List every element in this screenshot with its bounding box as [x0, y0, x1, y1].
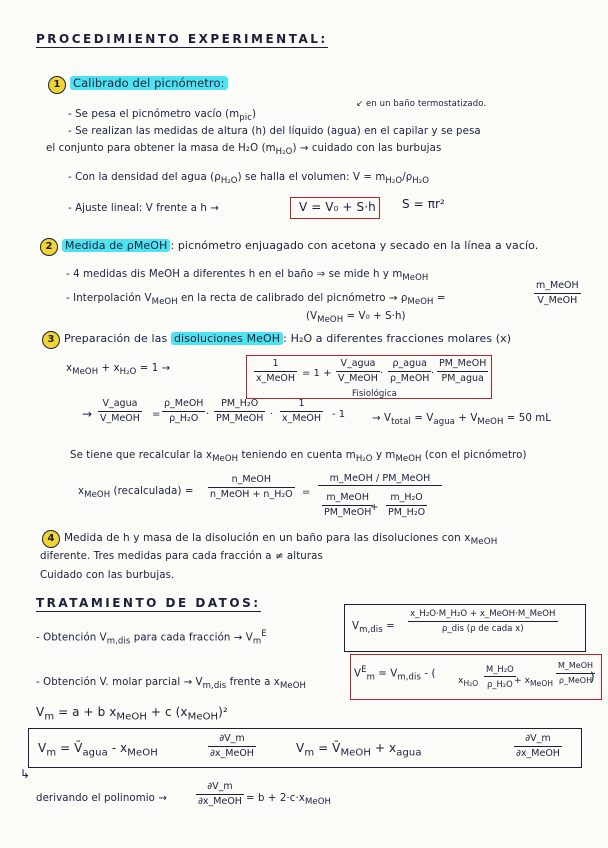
calibration-equation: V = V₀ + S·h	[299, 200, 376, 214]
section-number-badge: 1	[48, 76, 66, 94]
frac-deriv	[196, 781, 244, 808]
annotation: Fisiológica	[352, 389, 397, 399]
t: para cada fracción → V	[130, 632, 253, 644]
arrow: →	[82, 407, 93, 421]
s1-line-4	[68, 171, 429, 188]
s2-line-4	[306, 310, 406, 327]
t: + c (x	[147, 705, 188, 719]
frac-den: ρ_H₂O	[169, 413, 199, 424]
frac-pm	[214, 398, 265, 425]
frac-vol-ratio	[336, 358, 380, 385]
vm-meoh-eq	[296, 742, 422, 759]
dot: ·	[380, 368, 384, 379]
t: = V̄	[56, 741, 83, 755]
t: - (	[421, 668, 436, 680]
frac-den: PM_agua	[441, 373, 484, 384]
deriv-result	[246, 792, 331, 809]
t: MeOH	[304, 797, 331, 808]
t: MeOH	[477, 417, 504, 428]
t: E	[361, 665, 367, 675]
t: MeOH	[151, 297, 178, 308]
total-volume: → $V_{total} = V_{agua} + V_{MeOH} = 50$ mL	[372, 413, 552, 428]
calibration-box	[290, 197, 380, 219]
t: m,dis	[397, 672, 422, 683]
t: V	[352, 621, 360, 632]
t: = V̄	[314, 741, 341, 755]
t: y m	[372, 450, 396, 461]
t: = b + 2·c·x	[246, 793, 305, 804]
t: + x	[98, 363, 120, 374]
t: =	[382, 621, 395, 632]
t: = 50 mL	[503, 413, 552, 424]
t: agua	[433, 417, 455, 428]
vm-excess-label	[354, 664, 436, 684]
t: - Se pesa el picnómetro vacío (m	[68, 109, 240, 120]
frac-m-meoh	[322, 492, 373, 519]
frac-num: m_MeOH	[534, 280, 581, 294]
t: m	[44, 711, 55, 723]
t: m,dis	[106, 636, 131, 647]
t: /ρ	[402, 172, 413, 183]
t: + x	[514, 676, 531, 686]
dot: ·	[206, 409, 210, 420]
t: E	[261, 629, 267, 639]
frac-den: ∂x_MeOH	[198, 796, 242, 807]
bath-note: ↙ en un baño termostatizado.	[356, 99, 487, 109]
frac-den: ρ_dis (ρ de cada x)	[441, 624, 524, 634]
t: m	[304, 747, 315, 759]
s1-line-3	[46, 142, 441, 159]
s1-line-5: - Ajuste lineal: V frente a h →	[68, 203, 219, 214]
t: - 4 medidas dis MeOH a diferentes h en el baño ⇒ se mide h y m	[66, 269, 403, 280]
frac-m-h2o	[386, 492, 427, 519]
t: ) → cuidado con las burbujas	[292, 143, 442, 154]
section-number-badge: 2	[40, 238, 58, 256]
t: Se tiene que recalcular la x	[70, 450, 213, 461]
t: MeOH	[116, 711, 147, 723]
t: x	[78, 486, 85, 497]
frac-den: PM_MeOH	[216, 413, 264, 424]
section-title-highlight: disoluciones MeOH	[171, 332, 283, 345]
frac-n	[208, 474, 295, 501]
frac-dvm-dx-1	[208, 733, 256, 760]
t: en la recta de calibrado del picnómetro → ρ	[177, 293, 408, 304]
t: )²	[218, 705, 228, 719]
polynomial	[36, 706, 228, 723]
frac-num: 1	[254, 358, 297, 372]
t: el conjunto para obtener la masa de H₂O (m	[46, 143, 276, 154]
s2-line-2	[66, 268, 428, 285]
t: : H₂O a diferentes fracciones molares (x)	[283, 332, 512, 345]
t: agua	[396, 747, 422, 759]
t: MeOH	[187, 711, 219, 723]
t: ) se halla el volumen: V = m	[237, 172, 386, 183]
t: - Interpolación V	[66, 293, 152, 304]
s1-line-1	[68, 108, 256, 125]
t: m	[252, 636, 262, 647]
frac-num: V_agua	[336, 358, 380, 372]
frac-den: n_MeOH + n_H₂O	[210, 489, 293, 500]
frac-num: M_H₂O	[484, 663, 516, 677]
section-number-badge: 4	[42, 530, 60, 548]
t: MeOH	[127, 747, 158, 759]
t: V	[383, 413, 392, 424]
t: MeOH	[84, 490, 111, 501]
t: total	[391, 417, 411, 428]
section-number-badge: 3	[42, 331, 60, 349]
frac-den: PM_H₂O	[388, 507, 426, 518]
frac-inv-x-2	[280, 398, 323, 425]
t: = V	[374, 668, 398, 680]
t: m,dis	[202, 681, 227, 692]
dot: ·	[431, 368, 435, 379]
close-paren: )	[590, 670, 595, 684]
frac-num: ∂V_m	[196, 781, 244, 795]
frac-dvm-dx-2	[514, 733, 562, 760]
t: - Obtención V. molar parcial → V	[36, 677, 203, 688]
t: H₂O	[119, 367, 137, 378]
t: (V	[306, 311, 318, 322]
t: H₂O	[385, 176, 403, 187]
section-area-formula: S = πr²	[402, 197, 445, 211]
plus-x-meoh	[514, 675, 553, 690]
frac-m-rho-h2o	[484, 663, 516, 690]
t: V	[38, 741, 47, 755]
frac-num: n_MeOH	[208, 474, 295, 488]
deriv-label: derivando el polinomio →	[36, 793, 167, 804]
t: - Obtención V	[36, 632, 107, 644]
t: + V	[455, 413, 478, 424]
frac-den: ρ_MeOH	[390, 373, 430, 384]
t: - x	[107, 741, 128, 755]
recalc-line	[70, 449, 527, 466]
vm-agua-eq	[38, 742, 158, 759]
t: teniendo en cuenta m	[238, 450, 356, 461]
t: = a + b x	[54, 705, 117, 719]
frac-pm-ratio	[437, 358, 488, 385]
t: + x	[371, 741, 397, 755]
frac-v-agua	[98, 398, 142, 425]
t: MeOH	[212, 454, 239, 465]
s2-line-3	[66, 292, 446, 309]
curved-arrow-icon: ↳	[20, 767, 31, 781]
frac-den: V_MeOH	[338, 373, 378, 384]
frac-num: m_H₂O	[386, 492, 427, 506]
frac-den: x_MeOH	[282, 413, 322, 424]
t: H₂O	[220, 176, 238, 187]
frac-num: 1	[280, 398, 323, 412]
t: m	[366, 672, 375, 683]
minus-one: - 1	[332, 409, 346, 420]
x-h2o	[458, 675, 478, 690]
t: (con el picnómetro)	[421, 450, 527, 461]
trat-line-1	[36, 628, 267, 648]
bath-note-text: en un baño termostatizado.	[366, 99, 487, 109]
frac-mass-num: m_MeOH / PM_MeOH	[318, 472, 442, 486]
frac-num: ∂V_m	[514, 733, 562, 747]
frac-den: ρ_MeOH	[558, 676, 593, 685]
frac-density-ratio	[388, 358, 431, 385]
t: MeOH	[317, 315, 344, 326]
frac-num: PM_MeOH	[437, 358, 488, 372]
frac-den: ∂x_MeOH	[210, 748, 254, 759]
section-4-line-3: Cuidado con las burbujas.	[40, 570, 175, 581]
t: MeOH	[72, 367, 99, 378]
t: pic	[239, 113, 252, 124]
t: H₂O	[275, 147, 293, 158]
t: = 1 →	[136, 363, 171, 374]
t: = V₀ + S·h)	[343, 311, 406, 322]
t: MeOH	[530, 678, 554, 688]
t: MeOH	[470, 537, 498, 548]
t: - Con la densidad del agua (ρ	[68, 172, 221, 183]
plus: +	[370, 502, 379, 513]
eq-sign: =	[302, 487, 311, 498]
t: x	[458, 676, 464, 686]
frac-num: V_agua	[98, 398, 142, 412]
eq-sign: = 1 +	[302, 368, 332, 379]
frac-den: V_MeOH	[537, 295, 578, 306]
mole-fraction-sum	[66, 362, 170, 379]
t: m	[46, 747, 57, 759]
t: m,dis	[359, 625, 383, 636]
frac-num: PM_H₂O	[214, 398, 265, 412]
t: (recalculada) =	[110, 486, 194, 497]
t: H₂O	[463, 678, 479, 688]
heading-procedimiento: PROCEDIMIENTO EXPERIMENTAL:	[36, 32, 328, 46]
t: H₂O	[412, 176, 430, 187]
frac-rho	[162, 398, 205, 425]
vm-dis-label	[352, 620, 395, 637]
section-title-highlight: Medida de ρMeOH	[62, 239, 170, 252]
frac-den: ∂x_MeOH	[516, 748, 560, 759]
eq-sign: =	[152, 409, 161, 420]
section-title-highlight: Calibrado del picnómetro:	[70, 76, 228, 90]
t: agua	[82, 747, 108, 759]
frac-num: ρ_MeOH	[162, 398, 205, 412]
t: =	[433, 293, 446, 304]
frac-num: M_MeOH	[556, 660, 595, 674]
dot: ·	[270, 409, 274, 420]
section-3-title	[42, 331, 511, 349]
trat-line-2	[36, 676, 306, 693]
frac-den: V_MeOH	[100, 413, 140, 424]
frac-den: PM_MeOH	[324, 507, 372, 518]
section-4-line-1	[42, 530, 497, 549]
frac-num: ∂V_m	[208, 733, 256, 747]
x-recalc-label	[78, 485, 194, 502]
section-4-line-2: diferente. Tres medidas para cada fracción a ≠ alturas	[40, 551, 323, 562]
t: : picnómetro enjuagado con acetona y secado en la línea a vacío.	[170, 239, 539, 252]
t: MeOH	[395, 454, 422, 465]
t: Preparación de las	[64, 332, 171, 345]
section-2-title	[40, 238, 538, 256]
t: V	[354, 668, 362, 680]
t: Medida de h y masa de la disolución en un baño para las disoluciones con x	[64, 532, 471, 544]
t: MeOH	[407, 297, 434, 308]
t: V	[296, 741, 305, 755]
t: )	[251, 109, 257, 120]
density-fraction	[534, 280, 581, 307]
t: MeOH	[402, 273, 429, 284]
s1-line-2: - Se realizan las medidas de altura (h) del líquido (agua) en el capilar y se pesa	[68, 126, 481, 137]
frac-inv-x	[254, 358, 297, 385]
t: frente a x	[226, 677, 280, 688]
frac-num: ρ_agua	[388, 358, 431, 372]
frac-num: x_H₂O·M_H₂O + x_MeOH·M_MeOH	[408, 608, 558, 622]
t: = V	[411, 413, 434, 424]
section-1-title	[48, 76, 228, 94]
vm-dis-fraction	[408, 608, 558, 635]
t: V	[36, 705, 45, 719]
t: MeOH	[340, 747, 372, 759]
heading-tratamiento: TRATAMIENTO DE DATOS:	[36, 596, 261, 610]
t: x	[66, 363, 73, 374]
frac-num: m_MeOH	[322, 492, 373, 506]
frac-den: ρ_H₂O	[486, 679, 513, 689]
frac-den: x_MeOH	[256, 373, 296, 384]
t: MeOH	[279, 681, 306, 692]
t: H₂O	[355, 454, 373, 465]
